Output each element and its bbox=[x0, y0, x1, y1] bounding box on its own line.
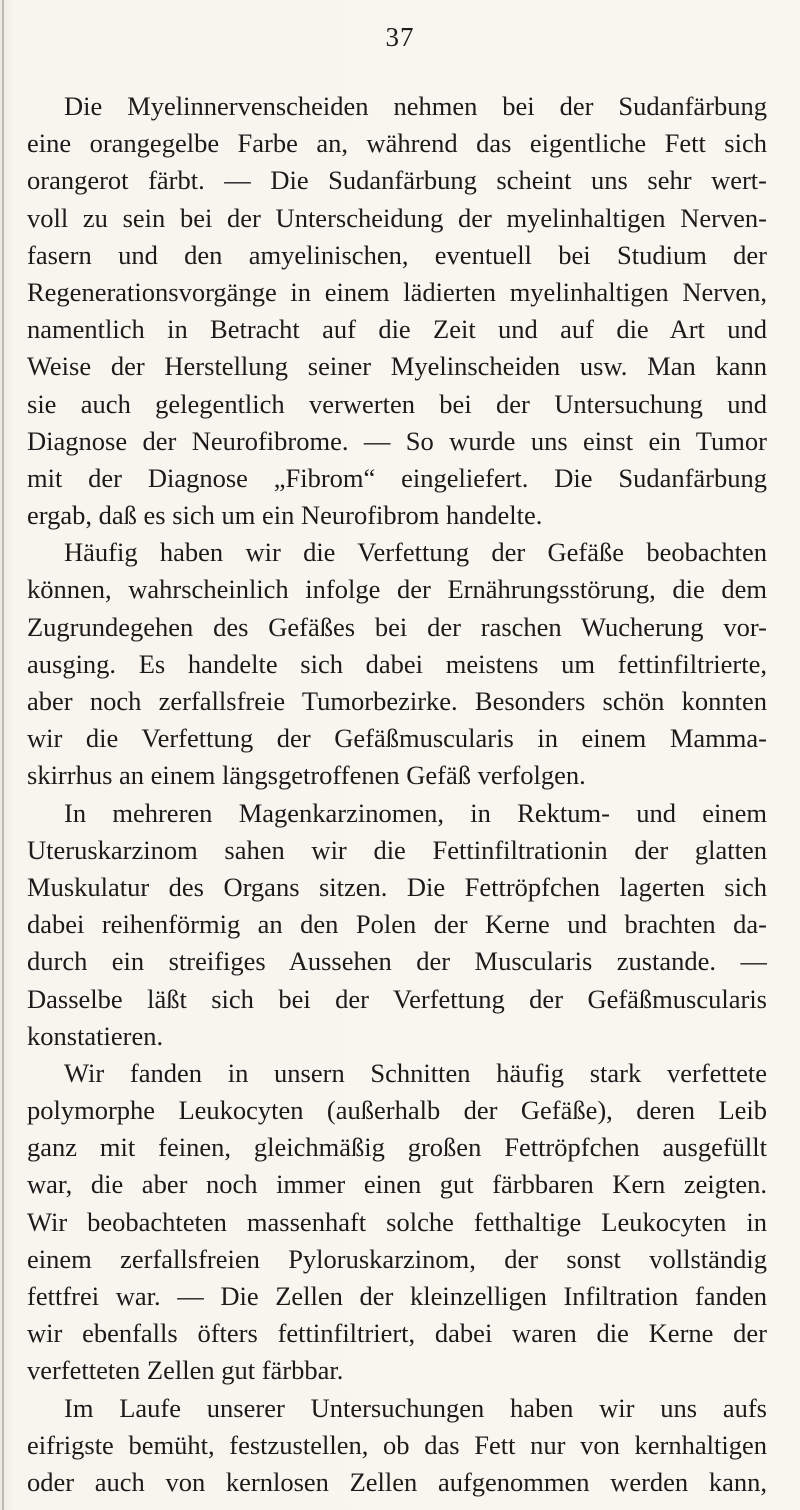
text-line: wir die Verfettung der Gefäßmuscularis in einem Mamma- bbox=[27, 723, 767, 754]
text-line: eine orangegelbe Farbe an, während das eigentliche Fett sich bbox=[27, 128, 767, 159]
text-line: eifrigste bemüht, festzustellen, ob das Fett nur von kernhaltigen bbox=[27, 1429, 767, 1460]
text-line: Muskulatur des Organs sitzen. Die Fettröpfchen lagerten sich bbox=[27, 871, 767, 902]
text-line: wir ebenfalls öfters fettinfiltriert, dabei waren die Kerne der bbox=[27, 1318, 767, 1349]
text-line: Regenerationsvorgänge in einem lädierten myelinhaltigen Nerven, bbox=[27, 276, 767, 307]
text-line: Dasselbe läßt sich bei der Verfettung der Gefäßmuscularis bbox=[27, 983, 767, 1014]
text-line: dabei reihenförmig an den Polen der Kerne und brachten da- bbox=[27, 909, 767, 940]
text-line: verfetteten Zellen gut färbbar. bbox=[27, 1355, 344, 1386]
text-line: konstatieren. bbox=[27, 1020, 164, 1051]
text-line: Diagnose der Neurofibrome. — So wurde uns einst ein Tumor bbox=[27, 425, 767, 456]
text-line: war, die aber noch immer einen gut färbbaren Kern zeigten. bbox=[27, 1169, 767, 1200]
text-line: orangerot färbt. — Die Sudanfärbung scheint uns sehr wert- bbox=[27, 165, 767, 196]
text-line: sie auch gelegentlich verwerten bei der Untersuchung und bbox=[27, 388, 767, 419]
text-line: In mehreren Magenkarzinomen, in Rektum- und einem bbox=[64, 797, 767, 828]
text-line: Wir beobachteten massenhaft solche fetthaltige Leukocyten in bbox=[27, 1206, 767, 1237]
text-line: voll zu sein bei der Unterscheidung der myelinhaltigen Nerven- bbox=[27, 202, 767, 233]
binding-gutter bbox=[2, 0, 4, 1510]
text-line: Im Laufe unserer Untersuchungen haben wir uns aufs bbox=[64, 1392, 767, 1423]
text-line: Wir fanden in unsern Schnitten häufig stark verfettete bbox=[64, 1057, 767, 1088]
text-line: durch ein streifiges Aussehen der Muscularis zustande. — bbox=[27, 946, 767, 977]
text-line: Die Myelinnervenscheiden nehmen bei der Sudanfärbung bbox=[64, 91, 767, 121]
text-line: namentlich in Betracht auf die Zeit und auf die Art und bbox=[27, 314, 767, 345]
text-line: oder auch von kernlosen Zellen aufgenommen werden kann, bbox=[27, 1466, 767, 1497]
text-line: Häufig haben wir die Verfettung der Gefäße beobachten bbox=[64, 537, 767, 568]
body-text bbox=[27, 88, 767, 1501]
text-line: polymorphe Leukocyten (außerhalb der Gefäße), deren Leib bbox=[27, 1095, 767, 1126]
page-number: 37 bbox=[385, 22, 415, 52]
text-line: ergab, daß es sich um ein Neurofibrom handelte. bbox=[27, 500, 543, 531]
text-line: Uteruskarzinom sahen wir die Fettinfiltrationin der glatten bbox=[27, 834, 767, 865]
text-line: können, wahrscheinlich infolge der Ernährungsstörung, die dem bbox=[27, 574, 767, 605]
text-line: Weise der Herstellung seiner Myelinscheiden usw. Man kann bbox=[27, 351, 767, 382]
text-line: ganz mit feinen, gleichmäßig großen Fettröpfchen ausgefüllt bbox=[27, 1132, 767, 1163]
text-line: skirrhus an einem längsgetroffenen Gefäß verfolgen. bbox=[27, 760, 586, 791]
text-line: fettfrei war. — Die Zellen der kleinzelligen Infiltration fanden bbox=[27, 1281, 767, 1311]
text-line: mit der Diagnose „Fibrom“ eingeliefert. Die Sudanfärbung bbox=[27, 462, 767, 493]
text-line: aber noch zerfallsfreie Tumorbezirke. Besonders schön konnten bbox=[27, 686, 767, 716]
text-line: Zugrundegehen des Gefäßes bei der raschen Wucherung vor- bbox=[27, 611, 767, 642]
text-line: fasern und den amyelinischen, eventuell bei Studium der bbox=[27, 239, 767, 270]
text-line: einem zerfallsfreien Pyloruskarzinom, der sonst vollständig bbox=[27, 1243, 767, 1274]
text-line: ausging. Es handelte sich dabei meistens um fettinfiltrierte, bbox=[27, 648, 767, 679]
